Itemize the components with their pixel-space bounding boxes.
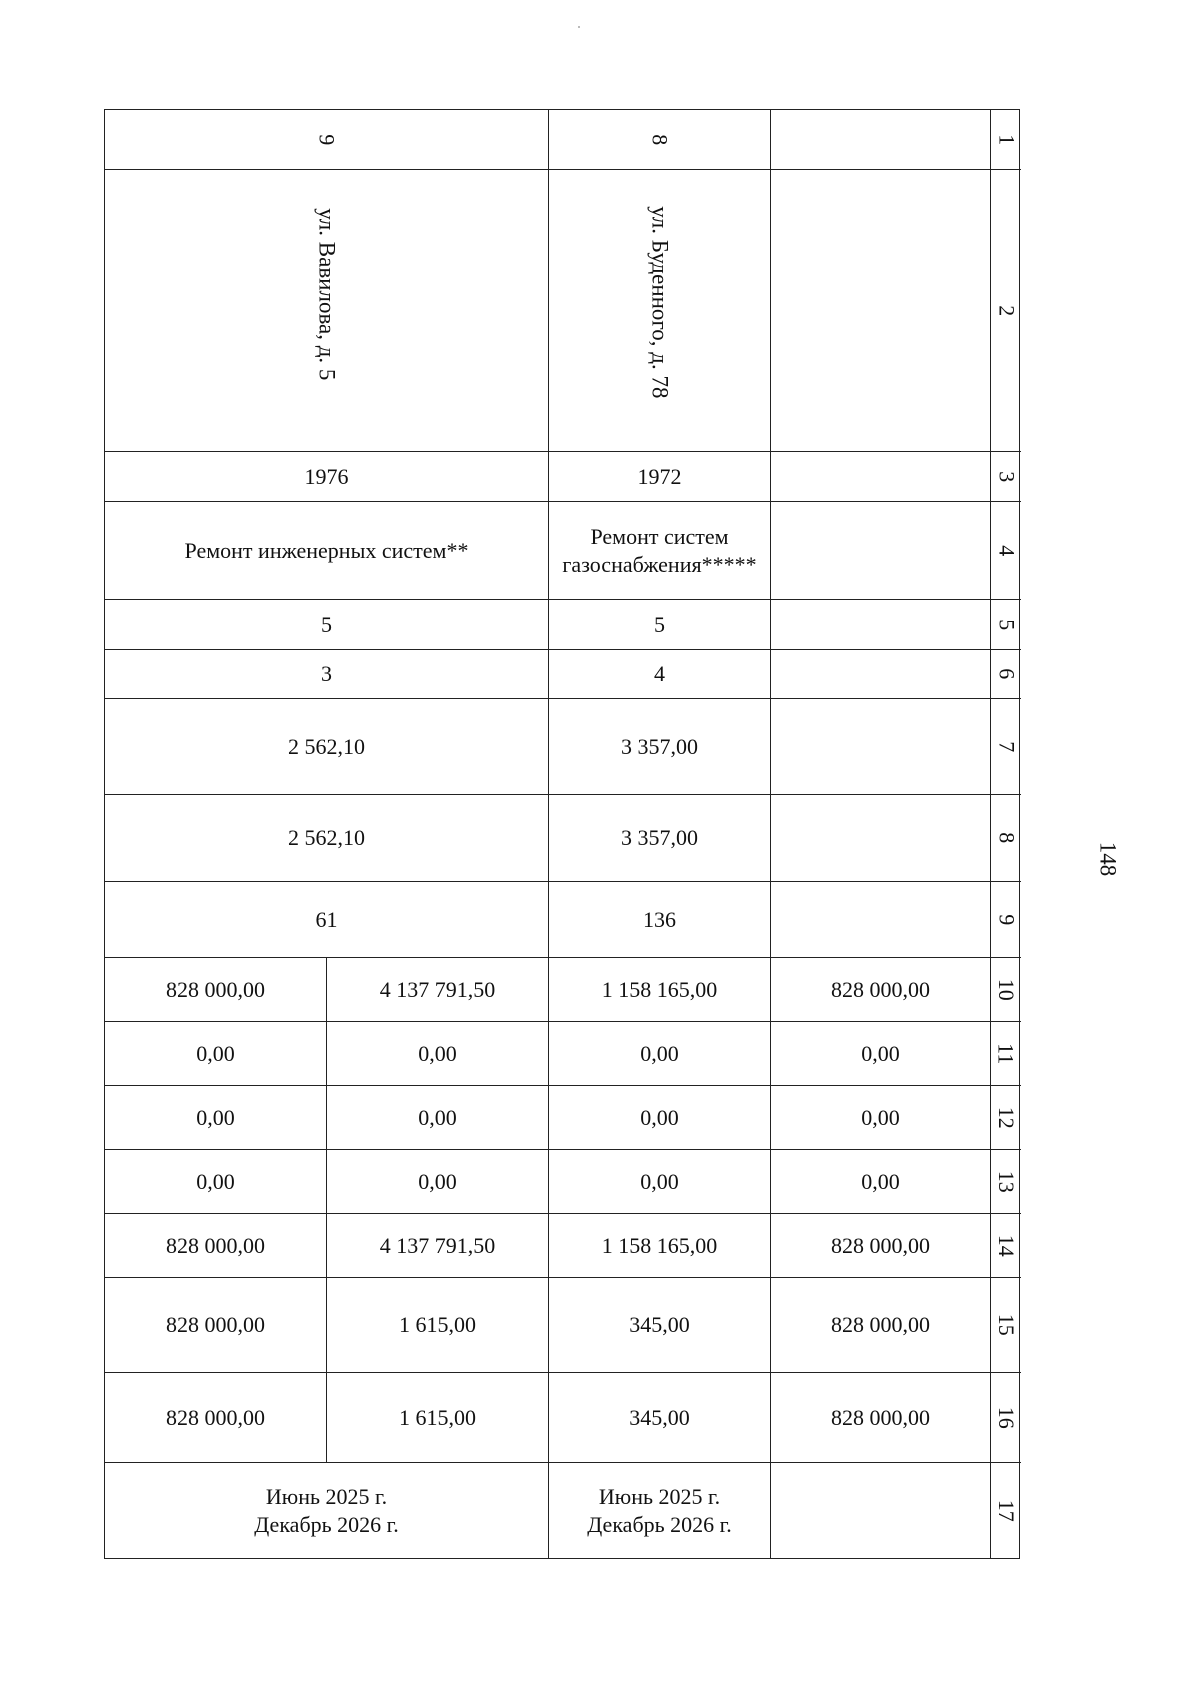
budennogo-11: 0,00	[549, 1022, 771, 1086]
scan-speck	[578, 26, 580, 28]
col-header-11: 11	[991, 1022, 1021, 1086]
vavilova-num: 9	[314, 134, 340, 145]
vavilova-b-10: 4 137 791,50	[327, 958, 549, 1022]
vavilova-b-14: 4 137 791,50	[327, 1214, 549, 1278]
vavilova-a-11: 0,00	[105, 1022, 327, 1086]
col-header-3: 3	[991, 452, 1021, 502]
col-header-14: 14	[991, 1214, 1021, 1278]
budennogo-15: 345,00	[549, 1278, 771, 1373]
prev-c9	[771, 882, 991, 958]
budennogo-c9: 136	[549, 882, 771, 958]
col-header-7: 7	[991, 699, 1021, 795]
vavilova-c5: 5	[105, 600, 549, 650]
page-number: 148	[1095, 841, 1121, 877]
vavilova-a-12: 0,00	[105, 1086, 327, 1150]
vavilova-c9: 61	[105, 882, 549, 958]
col-header-16: 16	[991, 1373, 1021, 1463]
prev-13: 0,00	[771, 1150, 991, 1214]
budennogo-13: 0,00	[549, 1150, 771, 1214]
vavilova-a-15: 828 000,00	[105, 1278, 327, 1373]
prev-c7	[771, 699, 991, 795]
col-header-17: 17	[993, 1499, 1019, 1522]
vavilova-a-16: 828 000,00	[105, 1373, 327, 1463]
prev-14: 828 000,00	[771, 1214, 991, 1278]
vavilova-b-15: 1 615,00	[327, 1278, 549, 1373]
vavilova-year: 1976	[105, 452, 549, 502]
budennogo-work: Ремонт систем газоснабжения*****	[549, 502, 771, 600]
prev-10: 828 000,00	[771, 958, 991, 1022]
budennogo-c6: 4	[549, 650, 771, 699]
budennogo-12: 0,00	[549, 1086, 771, 1150]
prev-c5	[771, 600, 991, 650]
vavilova-a-10: 828 000,00	[105, 958, 327, 1022]
prev-work	[771, 502, 991, 600]
budennogo-c5: 5	[549, 600, 771, 650]
budennogo-address: ул. Буденного, д. 78	[647, 206, 673, 399]
vavilova-b-12: 0,00	[327, 1086, 549, 1150]
col-header-1: 1	[991, 110, 1021, 170]
vavilova-a-13: 0,00	[105, 1150, 327, 1214]
budennogo-16: 345,00	[549, 1373, 771, 1463]
budennogo-num-cell	[549, 110, 771, 170]
vavilova-b-13: 0,00	[327, 1150, 549, 1214]
budennogo-period: Июнь 2025 г. Декабрь 2026 г.	[549, 1463, 771, 1558]
capital-repair-table	[104, 109, 1020, 1559]
vavilova-c8: 2 562,10	[105, 795, 549, 882]
col-header-13: 13	[991, 1150, 1021, 1214]
vavilova-period: Июнь 2025 г. Декабрь 2026 г.	[105, 1463, 549, 1558]
col-header-2: 2	[991, 170, 1021, 452]
budennogo-14: 1 158 165,00	[549, 1214, 771, 1278]
budennogo-c8: 3 357,00	[549, 795, 771, 882]
prev-12: 0,00	[771, 1086, 991, 1150]
prev-year	[771, 452, 991, 502]
vavilova-b-11: 0,00	[327, 1022, 549, 1086]
col-header-8: 8	[991, 795, 1021, 882]
prev-period	[771, 1463, 991, 1558]
prev-15: 828 000,00	[771, 1278, 991, 1373]
prev-16: 828 000,00	[771, 1373, 991, 1463]
prev-11: 0,00	[771, 1022, 991, 1086]
budennogo-10: 1 158 165,00	[549, 958, 771, 1022]
col-header-4: 4	[991, 502, 1021, 600]
col-header-10: 10	[991, 958, 1021, 1022]
budennogo-num: 8	[647, 134, 673, 145]
vavilova-address-cell	[105, 170, 549, 452]
vavilova-a-14: 828 000,00	[105, 1214, 327, 1278]
prev-c8	[771, 795, 991, 882]
vavilova-work: Ремонт инженерных систем**	[105, 502, 549, 600]
col-header-9: 9	[991, 882, 1021, 958]
budennogo-address-cell	[549, 170, 771, 452]
col-header-5: 5	[991, 600, 1021, 650]
col-header-12: 12	[991, 1086, 1021, 1150]
vavilova-c7: 2 562,10	[105, 699, 549, 795]
col-header-15: 15	[991, 1278, 1021, 1373]
vavilova-b-16: 1 615,00	[327, 1373, 549, 1463]
budennogo-year: 1972	[549, 452, 771, 502]
vavilova-c6: 3	[105, 650, 549, 699]
budennogo-c7: 3 357,00	[549, 699, 771, 795]
prev-num-cell	[771, 110, 991, 170]
vavilova-address: ул. Вавилова, д. 5	[314, 208, 340, 381]
vavilova-num-cell	[105, 110, 549, 170]
col-header-6: 6	[991, 650, 1021, 699]
prev-c6	[771, 650, 991, 699]
prev-address-cell	[771, 170, 991, 452]
